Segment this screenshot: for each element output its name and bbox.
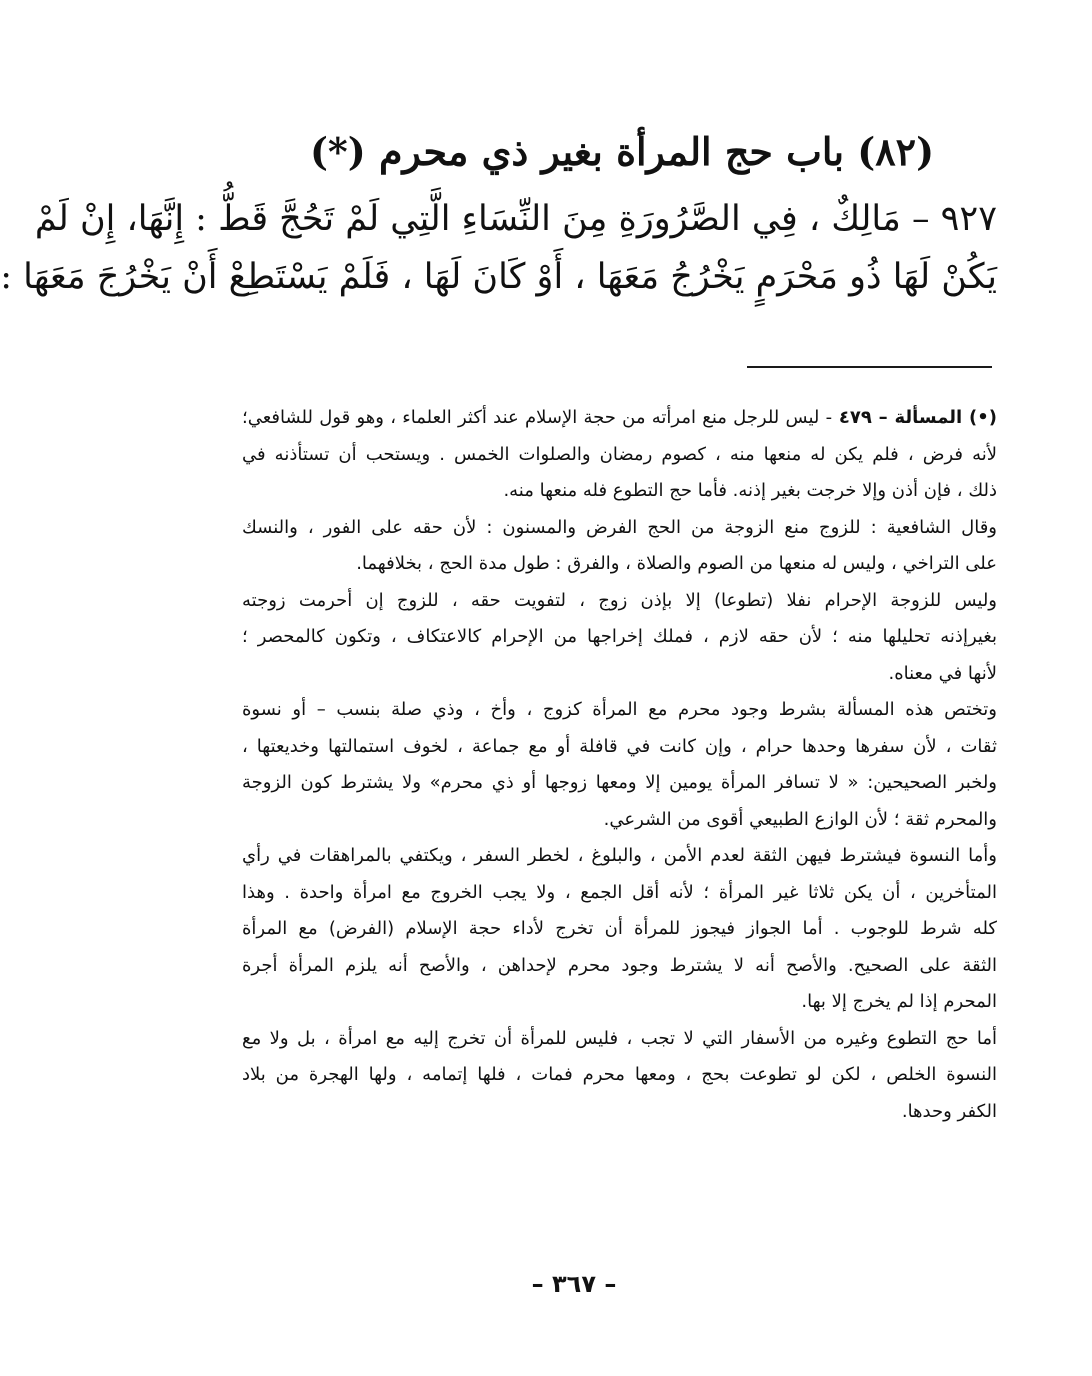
footnote-line: الثقة على الصحيح. والأصح أنه لا يشترط وجود محرم لإحداهن ، والأصح أنه يلزم المرأة أجرة [242,954,997,976]
footnote-line: لأنه فرض ، فلم يكن له منعها منه ، كصوم رمضان والصلوات الخمس . ويستحب أن تستأذنه في [242,443,997,465]
footnote-marker: (•) المسألة – ٤٧٩ [832,407,997,428]
footnote-line: ولخبر الصحيحين: « لا تسافر المرأة يومين إلا ومعها زوجها أو ذي محرم» ولا يشترط كون الزوجة [242,772,997,793]
footnote-line: وتختص هذه المسألة بشرط وجود محرم مع المرأة كزوج ، وأخ ، وذي صلة بنسب – أو نسوة [242,699,997,720]
footnote-line: الكفر وحدها. [901,1100,997,1122]
footnote-line: وقال الشافعية : للزوج منع الزوجة من الحج الفرض والمسنون : لأن حقه على الفور ، والنسك [242,516,997,538]
footnote-line: النسوة الخلص ، لكن لو تطوعت بحج ، ومعها محرم فمات ، فلها إتمامه ، ولها الهجرة من بلاد [242,1064,997,1085]
footnote-line: بغيرإذنه تحليلها منه ؛ لأن حقه لازم ، فملك إخراجها من الإحرام كالاعتكاف ، وتكون كالمحصر ؛ [242,626,997,647]
footnote-line: وأما النسوة فيشترط فيهن الثقة لعدم الأمن ، والبلوغ ، لخطر السفر ، ويكتفي بالمراهقات في رأي [242,845,997,866]
footnote-divider [747,366,992,368]
footnote-line: على التراخي ، وليس له منعها من الصوم والصلاة ، والفرق : طول مدة الحج ، بخلافهما. [356,553,997,574]
footnote-line: والمحرم ثقة ؛ لأن الوازع الطبيعي أقوى من الشرعي. [603,808,997,830]
footnote-line: أما حج التطوع وغيره من الأسفار التي لا تجب ، فليس للمرأة أن تخرج إليه مع امرأة ، بل ولا مع [242,1027,997,1049]
footnote-line: ثقات ، لأن سفرها وحدها حرام ، وإن كانت في قافلة أو مع جماعة ، لخوف استمالتها وخديعتها ، [242,735,997,757]
hadith-line: ٩٢٧ – مَالِكٌ ، فِي الصَّرُورَةِ مِنَ النِّسَاءِ الَّتِي لَمْ تَحُجَّ قَطُّ : إِنَّهَا، إِنْ لَمْ [34,199,997,239]
chapter-title: (٨٢) باب حج المرأة بغير ذي محرم (*) [309,129,935,174]
footnote-line: ذلك ، فإن أذن وإلا خرجت بغير إذنه. فأما حج التطوع فله منعها منه. [503,480,997,501]
footnote-line: المتأخرين ، أن يكن ثلاثا غير المرأة ؛ لأنه أقل الجمع ، ولا يجب الخروج مع امرأة واحدة . وهذا [242,881,997,903]
footnote-line [242,400,997,437]
footnote-line: المحرم إذا لم يخرج إلا بها. [801,991,997,1012]
page-number: – ٣٦٧ – [531,1270,617,1298]
footnote-text: - ليس للرجل منع امرأته من حجة الإسلام عند أكثر العلماء ، وهو قول للشافعي؛ [242,407,833,428]
footnote-line: وليس للزوجة الإحرام نفلا (تطوعا) إلا بإذن زوج ، لتفويت حقه ، للزوج إن أحرمت زوجته [242,589,997,611]
hadith-line: يَكُنْ لَهَا ذُو مَحْرَمٍ يَخْرُجُ مَعَهَا ، أَوْ كَانَ لَهَا ، فَلَمْ يَسْتَطِعْ أَنْ يَخْرُجَ مَعَهَا : [0,257,997,297]
footnote-line: لأنها في معناه. [888,662,997,684]
hadith-text [0,190,997,306]
footnotes [242,400,997,1130]
footnote-line: كله شرط للوجوب . أما الجواز فيجوز للمرأة أن تخرج لأداء حجة الإسلام (الفرض) مع المرأة [242,918,997,939]
